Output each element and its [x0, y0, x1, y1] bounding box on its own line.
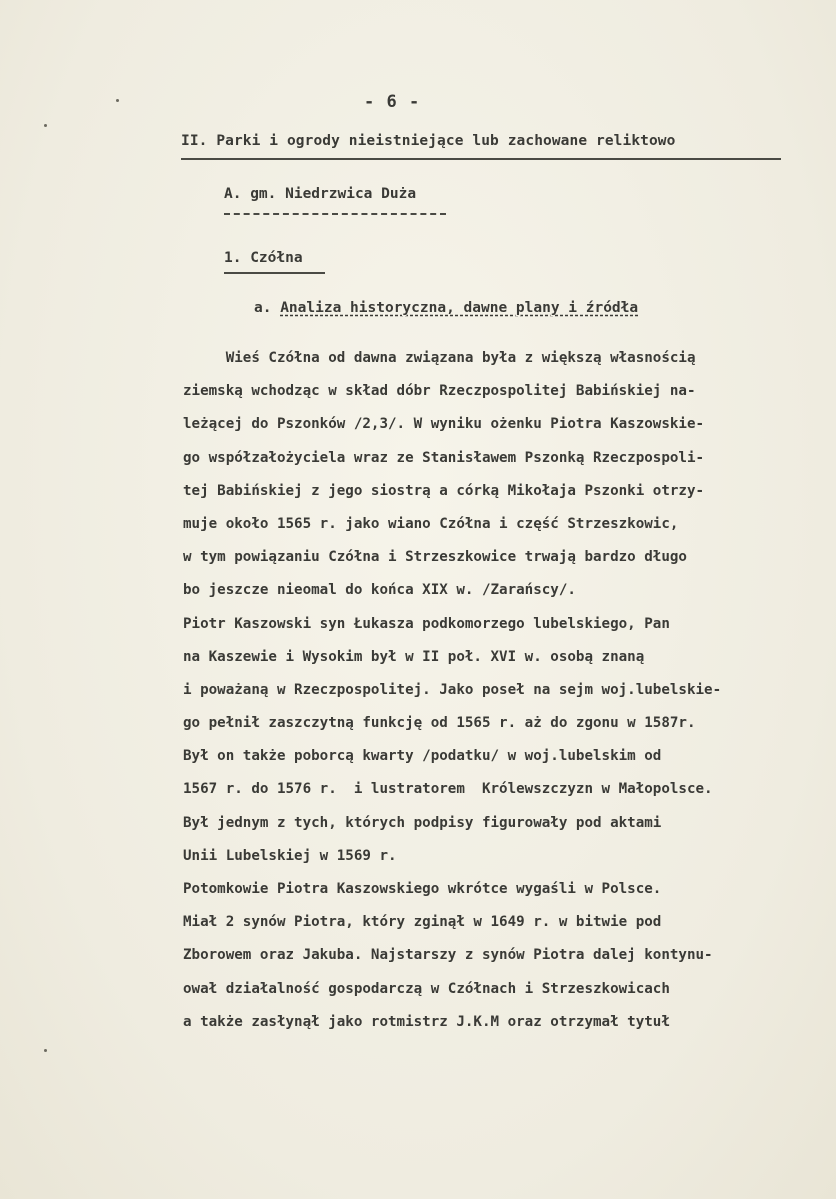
body-line: Był on także poborcą kwarty /podatku/ w woj.lubelskim od — [183, 748, 662, 765]
paper-speck — [44, 124, 47, 127]
body-line: leżącej do Pszonków /2,3/. W wyniku ożenku Piotra Kaszowskie- — [183, 416, 705, 433]
subsection-heading-municipality: A. gm. Niedrzwica Duża — [224, 186, 417, 202]
body-line: a także zasłynął jako rotmistrz J.K.M oraz otrzymał tytuł — [183, 1013, 670, 1030]
body-line: Miał 2 synów Piotra, który zginął w 1649 r. w bitwie pod — [183, 914, 662, 931]
body-line: Wieś Czółna od dawna związana była z większą własnością — [183, 350, 696, 366]
body-line: w tym powiązaniu Czółna i Strzeszkowice trwają bardzo długo — [183, 549, 687, 566]
body-line: bo jeszcze nieomal do końca XIX w. /Zarańscy/. — [183, 582, 576, 599]
section-title: II. Parki i ogrody nieistniejące lub zachowane reliktowo — [181, 133, 676, 149]
body-line: Unii Lubelskiej w 1569 r. — [183, 847, 397, 864]
point-heading-prefix: a. — [254, 300, 281, 316]
point-heading-title: Analiza historyczna, dawne plany i źródła — [280, 300, 639, 316]
body-line: Piotr Kaszowski syn Łukasza podkomorzego lubelskiego, Pan — [183, 615, 670, 632]
body-line: Zborowem oraz Jakuba. Najstarszy z synów Piotra dalej kontynu- — [183, 947, 713, 964]
body-line: ziemską wchodząc w skład dóbr Rzeczpospolitej Babińskiej na- — [183, 383, 696, 400]
paper-speck — [44, 1049, 47, 1052]
body-text — [183, 342, 823, 1039]
point-heading — [254, 300, 638, 316]
subsection-dashed-underline — [224, 213, 446, 215]
subsection-village-underline — [224, 272, 325, 274]
body-line: go pełnił zaszczytną funkcję od 1565 r. aż do zgonu w 1587r. — [183, 715, 696, 732]
body-line: Był jednym z tych, których podpisy figurowały pod aktami — [183, 814, 662, 831]
page-number: - 6 - — [364, 92, 421, 112]
body-line: i poważaną w Rzeczpospolitej. Jako poseł na sejm woj.lubelskie- — [183, 681, 722, 698]
body-line: ował działalność gospodarczą w Czółnach i Strzeszkowicach — [183, 980, 670, 997]
body-line: 1567 r. do 1576 r. i lustratorem Królewszczyzn w Małopolsce. — [183, 781, 713, 798]
body-line: muje około 1565 r. jako wiano Czółna i część Strzeszkowic, — [183, 515, 679, 532]
paper-speck — [116, 99, 119, 102]
body-line: na Kaszewie i Wysokim był w II poł. XVI w. osobą znaną — [183, 648, 645, 665]
subsection-heading-village: 1. Czółna — [224, 250, 303, 266]
body-line: Potomkowie Piotra Kaszowskiego wkrótce wygaśli w Polsce. — [183, 881, 662, 897]
body-line: tej Babińskiej z jego siostrą a córką Mikołaja Pszonki otrzy- — [183, 482, 705, 499]
body-line: go współzałożyciela wraz ze Stanisławem Pszonką Rzeczpospoli- — [183, 449, 705, 466]
section-title-underline — [181, 158, 781, 160]
